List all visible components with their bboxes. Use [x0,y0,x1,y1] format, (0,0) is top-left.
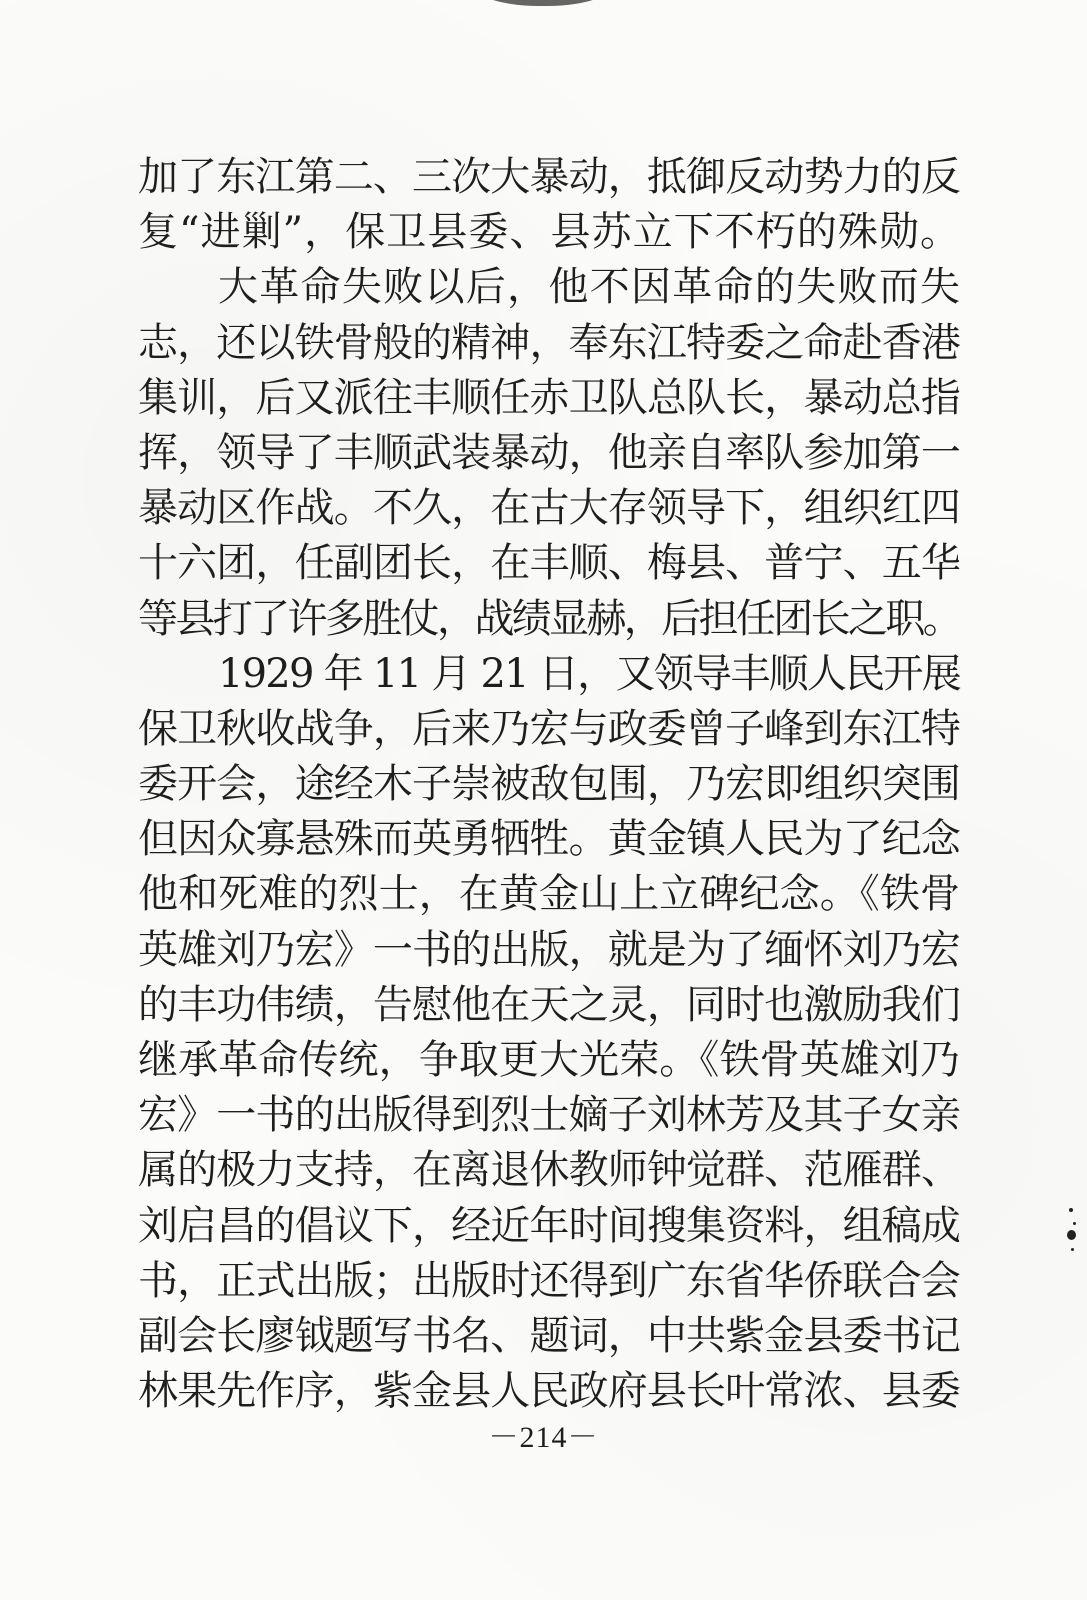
text-line-10: 1929 年 11 月 21 日，又领导丰顺人民开展 [218,650,960,697]
text-line-18: 宏》一书的出版得到烈士嫡子刘林芳及其子女亲 [138,1092,960,1139]
text-line-22: 副会长廖钺题写书名、题词，中共紫金县委书记 [138,1312,960,1359]
text-line-7: 暴动区作战。不久，在古大存领导下，组织红四 [138,485,960,532]
text-line-5: 集训，后又派往丰顺任赤卫队总队长，暴动总指 [138,374,960,421]
text-line-21: 书，正式出版；出版时还得到广东省华侨联合会 [138,1257,960,1304]
text-line-1: 加了东江第二、三次大暴动，抵御反动势力的反 [138,154,960,200]
text-line-6: 挥，领导了丰顺武装暴动，他亲自率队参加第一 [138,429,960,476]
text-line-9: 等县打了许多胜仗，战绩显赫，后担任团长之职。 [138,595,960,642]
scan-artifact-specks [1065,1208,1081,1258]
text-line-13: 但因众寡悬殊而英勇牺牲。黄金镇人民为了纪念 [138,816,960,863]
text-line-4: 志，还以铁骨般的精神，奉东江特委之命赴香港 [138,319,960,366]
text-line-17: 继承革命传统，争取更大光荣。《铁骨英雄刘乃 [138,1037,960,1083]
text-line-14: 他和死难的烈士，在黄金山上立碑纪念。《铁骨 [138,871,960,918]
text-line-8: 十六团，任副团长，在丰顺、梅县、普宁、五华 [138,540,960,587]
body-text [138,150,960,1419]
text-line-15: 英雄刘乃宏》一书的出版，就是为了缅怀刘乃宏 [138,926,960,973]
text-line-11: 保卫秋收战争，后来乃宏与政委曾子峰到东江特 [138,705,960,752]
text-line-16: 的丰功伟绩，告慰他在天之灵，同时也激励我们 [138,981,960,1028]
page-number: －214－ [488,1421,599,1454]
scan-artifact-top [468,0,618,6]
text-line-23: 林果先作序，紫金县人民政府县长叶常浓、县委 [138,1368,960,1415]
text-line-20: 刘启昌的倡议下，经近年时间搜集资料，组稿成 [138,1202,960,1249]
text-line-19: 属的极力支持，在离退休教师钟觉群、范雁群、 [138,1147,960,1194]
text-line-12: 委开会，途经木子崇被敌包围，乃宏即组织突围 [138,761,960,808]
text-line-2: 复“进剿”，保卫县委、县苏立下不朽的殊勋。 [138,209,960,256]
text-line-3: 大革命失败以后，他不因革命的失败而失 [218,264,960,311]
